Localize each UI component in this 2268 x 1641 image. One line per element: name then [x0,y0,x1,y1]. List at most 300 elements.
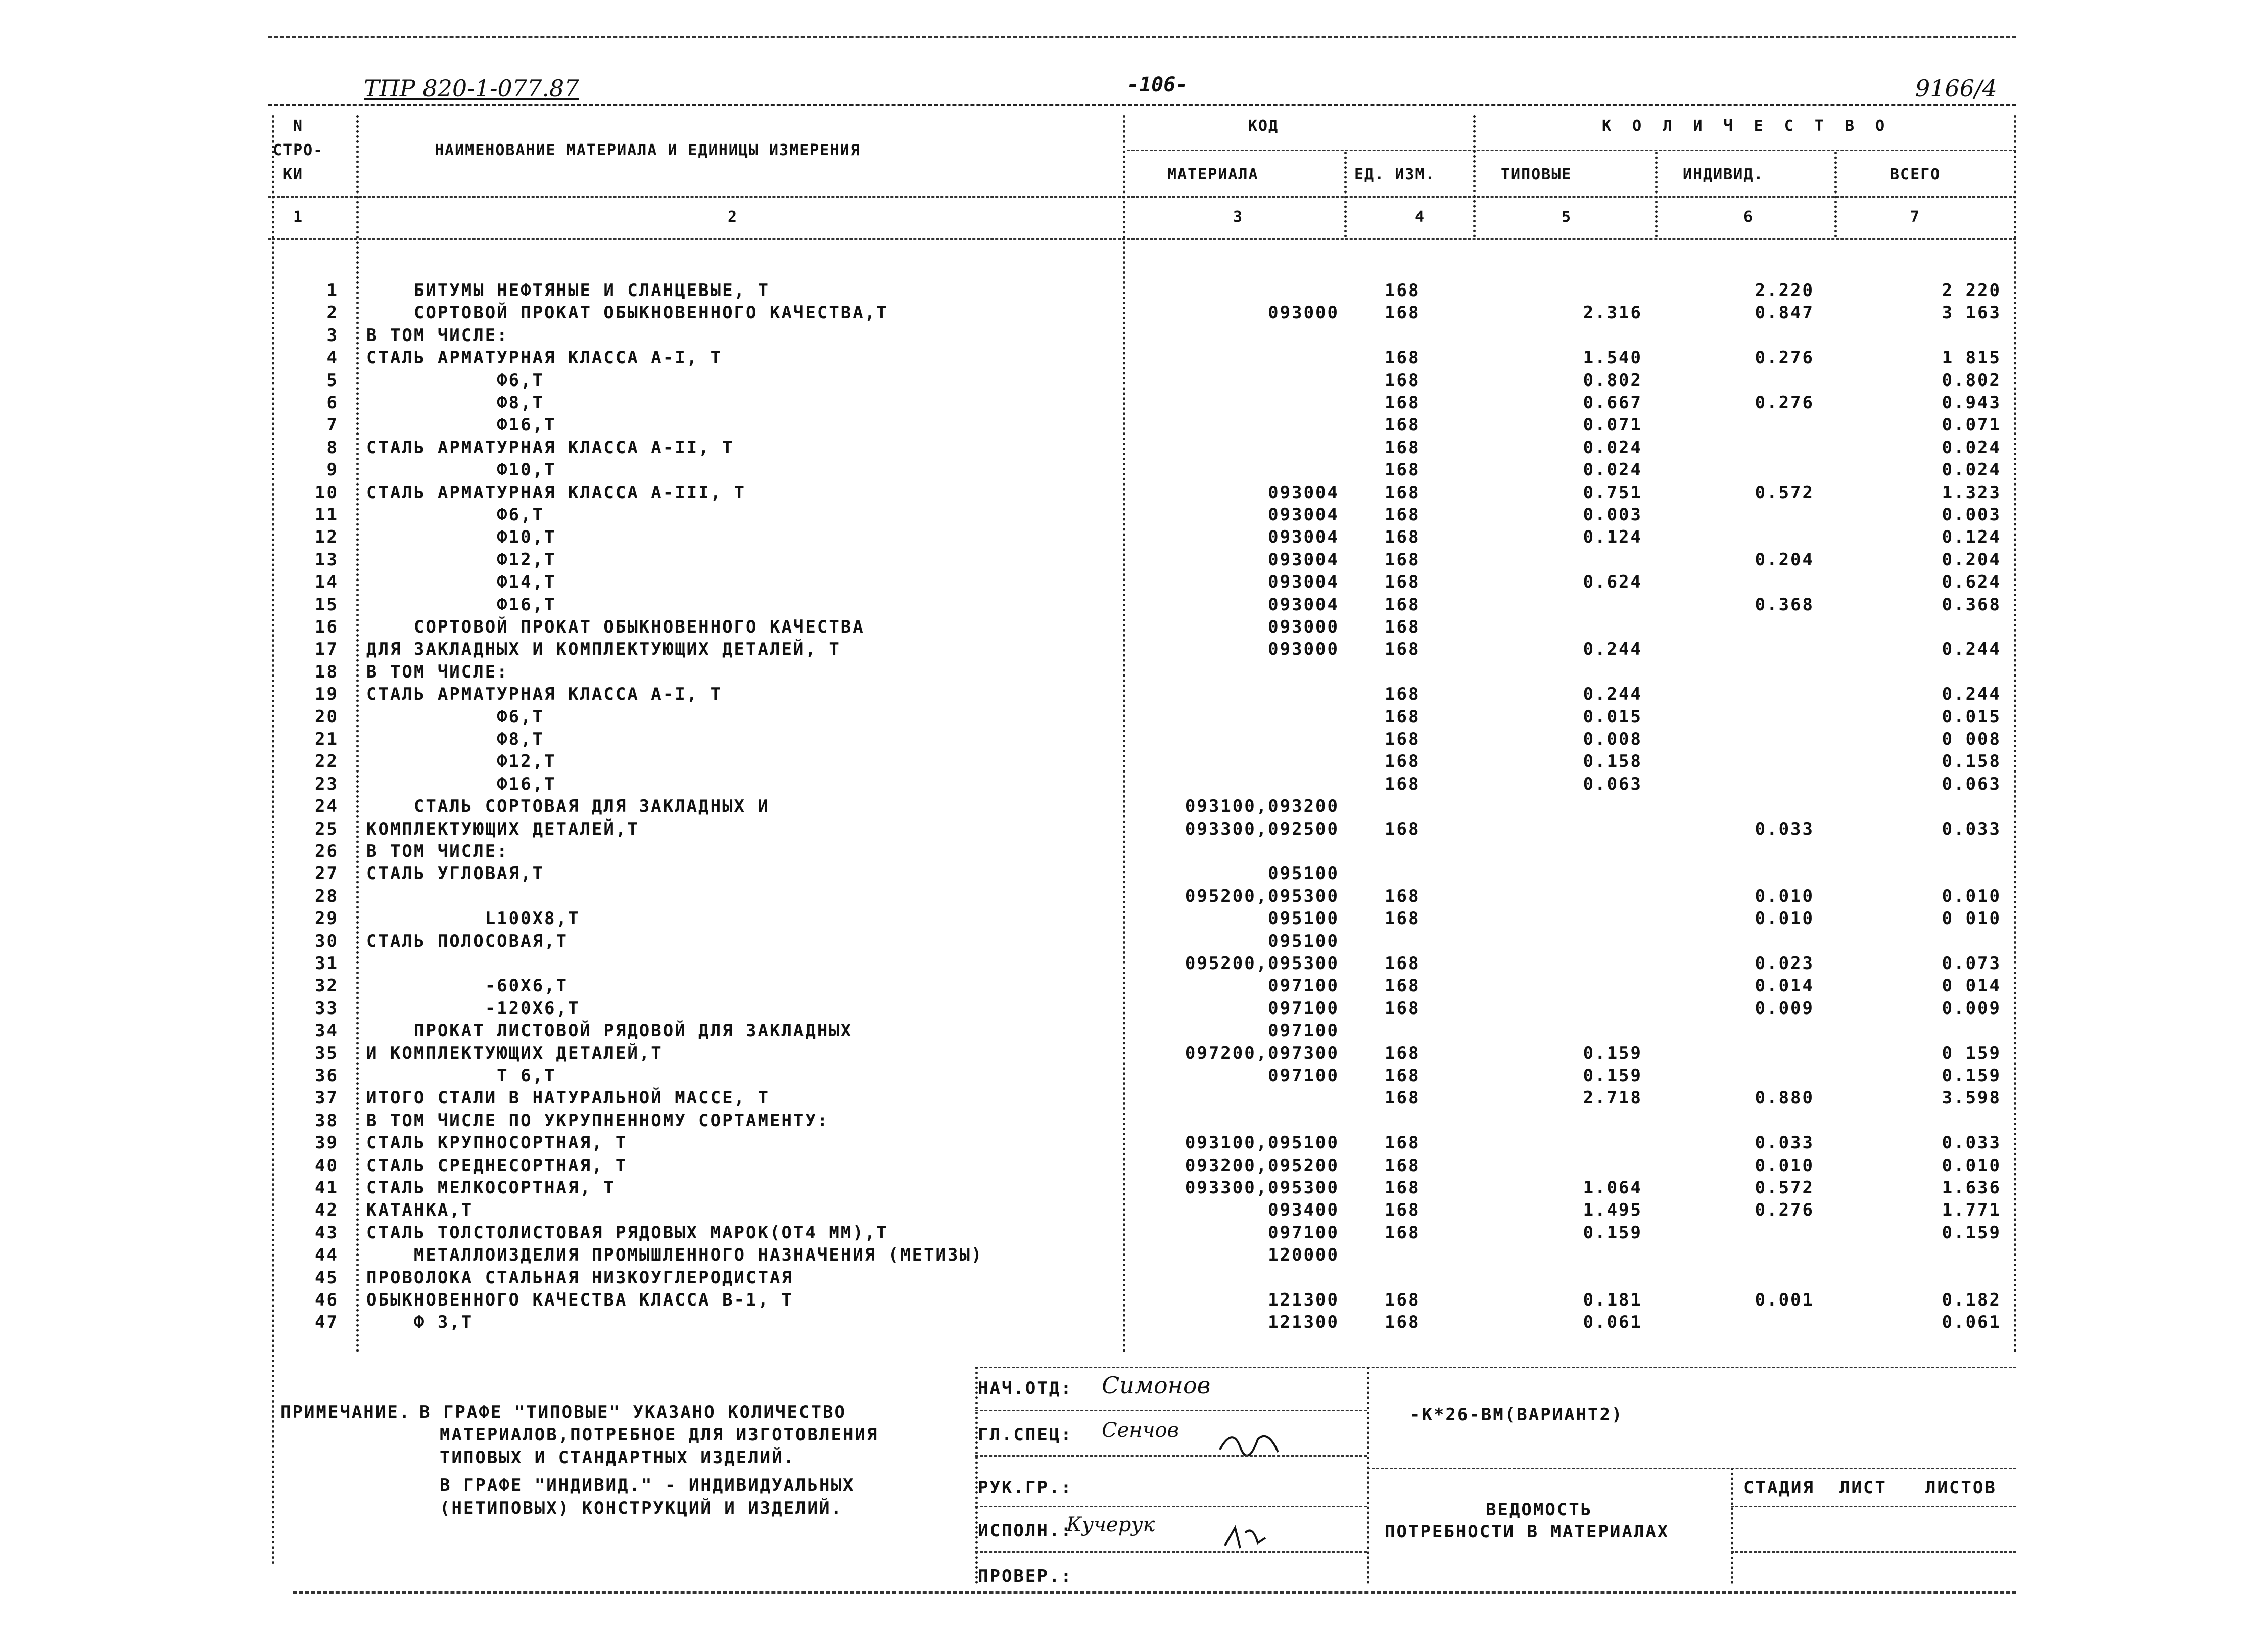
col-total-header: ВСЕГО [1890,166,1941,183]
note-line-4: В ГРАФЕ "ИНДИВИД." - ИНДИВИДУАЛЬНЫХ [440,1475,855,1495]
row-total-qty: 0.158 [1942,751,2001,772]
row-material-name: В ТОМ ЧИСЛЕ: [366,325,509,346]
row-material-code: 095200,095300 [1185,886,1339,906]
bottom-dashed-line [293,1591,2016,1594]
row-number: 7 [326,415,339,436]
row-total-qty: 0.159 [1942,1066,2001,1086]
row-number: 14 [315,572,339,593]
stamp-ruk-gr: РУК.ГР.: [978,1478,1073,1498]
row-material-name: Ф16,Т [366,774,556,794]
row-total-qty: 0.010 [1942,1155,2001,1176]
row-total-qty: 0.124 [1942,527,2001,548]
row-material-name: Ф14,Т [366,572,556,593]
row-typical-qty: 2.718 [1583,1088,1642,1108]
row-number: 32 [315,976,339,996]
row-total-qty: 1.636 [1942,1178,2001,1198]
row-individual-qty: 0.204 [1755,549,1814,570]
row-total-qty: 0.024 [1942,437,2001,458]
row-individual-qty: 0.572 [1755,482,1814,503]
row-unit-code: 168 [1385,639,1421,660]
stamp-prover: ПРОВЕР.: [978,1566,1073,1586]
row-typical-qty: 1.540 [1583,348,1642,368]
row-unit-code: 168 [1385,684,1421,705]
row-total-qty: 0.073 [1942,953,2001,974]
row-total-qty: 0.010 [1942,886,2001,906]
stamp-dash-3 [975,1506,1367,1507]
stamp-stage: СТАДИЯ [1743,1478,1815,1498]
col-index-6: 6 [1743,208,1754,226]
row-unit-code: 168 [1385,998,1421,1019]
row-unit-code: 168 [1385,818,1421,839]
row-typical-qty: 0.024 [1583,460,1642,480]
row-unit-code: 168 [1385,751,1421,772]
row-number: 17 [315,639,339,660]
stamp-nach-otd: НАЧ.ОТД: [978,1378,1073,1398]
row-number: 29 [315,908,339,929]
stamp-mid-border [1367,1367,1369,1584]
row-total-qty: 0.063 [1942,774,2001,794]
row-individual-qty: 0.033 [1755,818,1814,839]
row-number: 1 [326,280,339,301]
row-material-name: В ТОМ ЧИСЛЕ: [366,841,509,861]
row-number: 15 [315,594,339,615]
row-individual-qty: 0.023 [1755,953,1814,974]
row-typical-qty: 0.181 [1583,1290,1642,1310]
stamp-dash-2 [975,1455,1367,1457]
row-unit-code: 168 [1385,729,1421,749]
row-total-qty: 0.009 [1942,998,2001,1019]
row-total-qty: 0.182 [1942,1290,2001,1310]
row-typical-qty: 0.024 [1583,437,1642,458]
row-individual-qty: 0.572 [1755,1178,1814,1198]
row-individual-qty: 0.880 [1755,1088,1814,1108]
stamp-title-line1: ВЕДОМОСТЬ [1486,1500,1593,1520]
row-material-code: 093100,093200 [1185,796,1339,817]
row-material-name: СТАЛЬ УГЛОВАЯ,Т [366,863,545,884]
row-typical-qty: 0.071 [1583,415,1642,436]
row-typical-qty: 0.244 [1583,684,1642,705]
stamp-project-mark: -К*26-ВМ(ВАРИАНТ2) [1410,1405,1624,1425]
row-material-code: 093200,095200 [1185,1155,1339,1176]
row-unit-code: 168 [1385,527,1421,548]
row-individual-qty: 0.010 [1755,908,1814,929]
row-total-qty: 0.003 [1942,505,2001,525]
unit-col-separator [1344,152,1347,237]
row-total-qty: 0 159 [1942,1043,2001,1064]
row-material-code: 121300 [1268,1290,1339,1310]
row-number: 44 [315,1245,339,1266]
row-individual-qty: 0.847 [1755,303,1814,323]
name-col-separator [1123,115,1125,1353]
row-material-name: СТАЛЬ ТОЛСТОЛИСТОВАЯ РЯДОВЫХ МАРОК(ОТ4 ММ),Т [366,1222,888,1243]
row-unit-code: 168 [1385,482,1421,503]
row-individual-qty: 0.276 [1755,348,1814,368]
row-unit-code: 168 [1385,370,1421,391]
row-material-name: КАТАНКА,Т [366,1200,474,1221]
row-number: 25 [315,818,339,839]
row-material-name: СТАЛЬ МЕЛКОСОРТНАЯ, Т [366,1178,616,1198]
col-quantity-header: К О Л И Ч Е С Т В О [1602,117,1891,135]
row-number: 21 [315,729,339,749]
row-individual-qty: 2.220 [1755,280,1814,301]
row-total-qty: 0.024 [1942,460,2001,480]
row-material-name: В ТОМ ЧИСЛЕ: [366,661,509,682]
note-label: ПРИМЕЧАНИЕ. [280,1402,411,1422]
row-number: 6 [326,393,339,413]
row-material-name: СОРТОВОЙ ПРОКАТ ОБЫКНОВЕННОГО КАЧЕСТВА [366,617,865,637]
row-material-name: СТАЛЬ АРМАТУРНАЯ КЛАССА А-I, Т [366,684,723,705]
row-individual-qty: 0.033 [1755,1133,1814,1153]
row-typical-qty: 0.624 [1583,572,1642,593]
row-total-qty: 0 014 [1942,976,2001,996]
row-number: 24 [315,796,339,817]
row-total-qty: 0.071 [1942,415,2001,436]
row-total-qty: 0.802 [1942,370,2001,391]
row-material-code: 097100 [1268,1021,1339,1041]
row-material-name: Ф12,Т [366,751,556,772]
row-total-qty: 0.159 [1942,1222,2001,1243]
row-number: 13 [315,549,339,570]
row-number: 35 [315,1043,339,1064]
row-number: 20 [315,706,339,727]
row-number: 18 [315,661,339,682]
row-material-name: МЕТАЛЛОИЗДЕЛИЯ ПРОМЫШЛЕННОГО НАЗНАЧЕНИЯ (МЕТИЗЫ) [366,1245,983,1266]
row-typical-qty: 2.316 [1583,303,1642,323]
row-typical-qty: 0.802 [1583,370,1642,391]
top-dashed-line [268,36,2016,38]
header-sub-dashes [1127,150,2016,151]
row-individual-qty: 0.014 [1755,976,1814,996]
row-material-name: Ф8,Т [366,393,545,413]
row-number: 19 [315,684,339,705]
row-material-name: Ф16,Т [366,415,556,436]
row-material-code: 095100 [1268,863,1339,884]
col-n-line2: СТРО- [273,141,324,159]
row-material-name: БИТУМЫ НЕФТЯНЫЕ И СЛАНЦЕВЫЕ, Т [366,280,770,301]
row-material-name: СТАЛЬ АРМАТУРНАЯ КЛАССА А-II, Т [366,437,734,458]
right-border-dots [2014,115,2016,1353]
row-number: 9 [326,460,339,480]
row-number: 4 [326,348,339,368]
row-total-qty: 2 220 [1942,280,2001,301]
row-material-name: Ф8,Т [366,729,545,749]
row-material-name: Ф16,Т [366,594,556,615]
col-name-header: НАИМЕНОВАНИЕ МАТЕРИАЛА И ЕДИНИЦЫ ИЗМЕРЕНИЯ [435,141,861,159]
row-material-code: 093000 [1268,639,1339,660]
row-material-name: ИТОГО СТАЛИ В НАТУРАЛЬНОЙ МАССЕ, Т [366,1088,770,1108]
row-material-name: СТАЛЬ АРМАТУРНАЯ КЛАССА А-I, Т [366,348,723,368]
row-total-qty: 0.624 [1942,572,2001,593]
row-unit-code: 168 [1385,594,1421,615]
col-index-5: 5 [1562,208,1572,226]
index-bottom-dashes [268,238,2016,240]
row-number: 22 [315,751,339,772]
signature-mark-icon [1222,1523,1268,1553]
row-material-code: 097100 [1268,1066,1339,1086]
row-material-name: СОРТОВОЙ ПРОКАТ ОБЫКНОВЕННОГО КАЧЕСТВА,Т [366,303,888,323]
row-material-name: СТАЛЬ СОРТОВАЯ ДЛЯ ЗАКЛАДНЫХ И [366,796,770,817]
row-material-name: -120Х6,Т [366,998,580,1019]
doc-code: 9166/4 [1915,75,1997,102]
note-line-5: (НЕТИПОВЫХ) КОНСТРУКЦИЙ И ИЗДЕЛИЙ. [440,1498,843,1518]
row-typical-qty: 0.159 [1583,1222,1642,1243]
row-unit-code: 168 [1385,1043,1421,1064]
row-typical-qty: 0.124 [1583,527,1642,548]
row-number: 42 [315,1200,339,1221]
row-individual-qty: 0.001 [1755,1290,1814,1310]
stamp-dash-right [1367,1468,2016,1469]
row-material-code: 093004 [1268,572,1339,593]
row-total-qty: 0.943 [1942,393,2001,413]
stamp-gl-spec: ГЛ.СПЕЦ: [978,1425,1073,1445]
row-material-name: КОМПЛЕКТУЮЩИХ ДЕТАЛЕЙ,Т [366,818,639,839]
row-material-code: 093100,095100 [1185,1133,1339,1153]
row-unit-code: 168 [1385,953,1421,974]
row-total-qty: 0 008 [1942,729,2001,749]
row-material-name: СТАЛЬ АРМАТУРНАЯ КЛАССА А-III, Т [366,482,746,503]
row-number: 5 [326,370,339,391]
stamp-right-inner-border [1731,1468,1733,1584]
row-typical-qty: 0.158 [1583,751,1642,772]
note-line-3: ТИПОВЫХ И СТАНДАРТНЫХ ИЗДЕЛИЙ. [440,1447,796,1468]
row-unit-code: 168 [1385,886,1421,906]
row-total-qty: 0.368 [1942,594,2001,615]
row-number: 30 [315,931,339,951]
row-unit-code: 168 [1385,572,1421,593]
row-typical-qty: 0.008 [1583,729,1642,749]
signature-scribble-1 [1198,1415,1263,1450]
row-material-name: Ф10,Т [366,527,556,548]
page-number: -106- [1127,73,1188,96]
row-number: 31 [315,953,339,974]
row-total-qty: 1.771 [1942,1200,2001,1221]
row-unit-code: 168 [1385,1222,1421,1243]
row-total-qty: 0.033 [1942,818,2001,839]
row-number: 34 [315,1021,339,1041]
tot-col-separator [1834,152,1837,237]
row-material-code: 093004 [1268,549,1339,570]
signature-mark-icon [1217,1424,1283,1460]
row-number: 40 [315,1155,339,1176]
header-bottom-dashes [268,196,2016,198]
row-material-code: 097100 [1268,998,1339,1019]
row-unit-code: 168 [1385,505,1421,525]
row-material-code: 097200,097300 [1185,1043,1339,1064]
row-material-name: ДЛЯ ЗАКЛАДНЫХ И КОМПЛЕКТУЮЩИХ ДЕТАЛЕЙ, Т [366,639,841,660]
stamp-dash-5 [1731,1506,2016,1507]
row-material-code: 093300,095300 [1185,1178,1339,1198]
row-total-qty: 1.323 [1942,482,2001,503]
stamp-dash-4 [975,1551,1367,1553]
col-index-4: 4 [1415,208,1426,226]
row-typical-qty: 0.244 [1583,639,1642,660]
col-individual-header: ИНДИВИД. [1683,166,1764,183]
row-material-name: СТАЛЬ ПОЛОСОВАЯ,Т [366,931,568,951]
row-unit-code: 168 [1385,1200,1421,1221]
stamp-sheets: ЛИСТОВ [1925,1478,1997,1498]
row-number: 36 [315,1066,339,1086]
stamp-dash-6 [1731,1551,2016,1553]
signature-kucheruk: Кучерук [1066,1513,1155,1536]
row-total-qty: 3.598 [1942,1088,2001,1108]
row-number: 3 [326,325,339,346]
stamp-title-line2: ПОТРЕБНОСТИ В МАТЕРИАЛАХ [1385,1522,1670,1542]
row-material-name: СТАЛЬ СРЕДНЕСОРТНАЯ, Т [366,1155,628,1176]
row-material-code: 093000 [1268,303,1339,323]
row-number: 23 [315,774,339,794]
row-unit-code: 168 [1385,415,1421,436]
row-unit-code: 168 [1385,908,1421,929]
row-typical-qty: 1.064 [1583,1178,1642,1198]
row-material-name: СТАЛЬ КРУПНОСОРТНАЯ, Т [366,1133,628,1153]
row-material-code: 095100 [1268,931,1339,951]
row-unit-code: 168 [1385,437,1421,458]
left-border-dots [272,115,274,1565]
col-index-2: 2 [728,208,738,226]
row-typical-qty: 1.495 [1583,1200,1642,1221]
signature-simonov: Симонов [1102,1372,1211,1399]
row-unit-code: 168 [1385,549,1421,570]
row-total-qty: 0 010 [1942,908,2001,929]
note-line-2: МАТЕРИАЛОВ,ПОТРЕБНОЕ ДЛЯ ИЗГОТОВЛЕНИЯ [440,1425,879,1445]
row-number: 28 [315,886,339,906]
signature-scribble-2 [1203,1513,1248,1543]
row-number: 45 [315,1267,339,1288]
doc-reference: ТПР 820-1-077.87 [364,75,579,102]
row-material-code: 097100 [1268,976,1339,996]
col-index-7: 7 [1910,208,1921,226]
row-unit-code: 168 [1385,460,1421,480]
col-index-3: 3 [1233,208,1244,226]
row-material-name: ОБЫКНОВЕННОГО КАЧЕСТВА КЛАССА В-1, Т [366,1290,793,1310]
row-number: 2 [326,303,339,323]
row-number: 41 [315,1178,339,1198]
row-total-qty: 0.244 [1942,684,2001,705]
signature-senchov: Сенчов [1102,1419,1179,1442]
row-total-qty: 1 815 [1942,348,2001,368]
row-unit-code: 168 [1385,1088,1421,1108]
row-material-name: -60Х6,Т [366,976,568,996]
row-individual-qty: 0.009 [1755,998,1814,1019]
row-number: 12 [315,527,339,548]
row-typical-qty: 0.751 [1583,482,1642,503]
typ-col-separator [1473,115,1476,237]
row-number: 38 [315,1110,339,1131]
row-total-qty: 3 163 [1942,303,2001,323]
row-material-code: 093300,092500 [1185,818,1339,839]
row-total-qty: 0.061 [1942,1312,2001,1333]
stamp-sheet: ЛИСТ [1839,1478,1887,1498]
row-typical-qty: 0.061 [1583,1312,1642,1333]
row-material-name: Ф 3,Т [366,1312,474,1333]
row-material-name: Ф12,Т [366,549,556,570]
row-number: 27 [315,863,339,884]
row-material-name: В ТОМ ЧИСЛЕ ПО УКРУПНЕННОМУ СОРТАМЕНТУ: [366,1110,829,1131]
row-material-code: 095100 [1268,908,1339,929]
row-typical-qty: 0.063 [1583,774,1642,794]
row-material-name: Ф6,Т [366,706,545,727]
row-material-name: И КОМПЛЕКТУЮЩИХ ДЕТАЛЕЙ,Т [366,1043,663,1064]
row-material-name: Ф10,Т [366,460,556,480]
row-unit-code: 168 [1385,1178,1421,1198]
row-number: 33 [315,998,339,1019]
row-unit-code: 168 [1385,976,1421,996]
col-n-line1: N [293,117,304,135]
row-unit-code: 168 [1385,1312,1421,1333]
stamp-top-dashes [975,1367,2016,1368]
col-typical-header: ТИПОВЫЕ [1501,166,1572,183]
row-material-code: 093004 [1268,482,1339,503]
row-unit-code: 168 [1385,348,1421,368]
row-unit-code: 168 [1385,774,1421,794]
row-material-name: ПРОВОЛОКА СТАЛЬНАЯ НИЗКОУГЛЕРОДИСТАЯ [366,1267,793,1288]
row-material-name: Т 6,Т [366,1066,556,1086]
row-material-name: ПРОКАТ ЛИСТОВОЙ РЯДОВОЙ ДЛЯ ЗАКЛАДНЫХ [366,1021,853,1041]
row-material-code: 093004 [1268,505,1339,525]
col-index-1: 1 [293,208,304,226]
row-individual-qty: 0.276 [1755,1200,1814,1221]
row-material-name: Ф6,Т [366,370,545,391]
row-number: 37 [315,1088,339,1108]
col-n-line3: КИ [283,166,304,183]
row-typical-qty: 0.159 [1583,1066,1642,1086]
row-number: 8 [326,437,339,458]
row-unit-code: 168 [1385,1155,1421,1176]
row-material-name: Ф6,Т [366,505,545,525]
ind-col-separator [1655,152,1658,237]
row-number: 46 [315,1290,339,1310]
row-unit-code: 168 [1385,617,1421,637]
row-total-qty: 0.244 [1942,639,2001,660]
row-material-code: 093004 [1268,527,1339,548]
row-material-code: 121300 [1268,1312,1339,1333]
row-number: 43 [315,1222,339,1243]
row-typical-qty: 0.015 [1583,706,1642,727]
note-line-1: В ГРАФЕ "ТИПОВЫЕ" УКАЗАНО КОЛИЧЕСТВО [419,1402,846,1422]
stamp-ispoln: ИСПОЛН.: [978,1521,1073,1541]
row-individual-qty: 0.010 [1755,1155,1814,1176]
row-typical-qty: 0.667 [1583,393,1642,413]
row-material-code: 093400 [1268,1200,1339,1221]
row-unit-code: 168 [1385,303,1421,323]
row-material-code: 095200,095300 [1185,953,1339,974]
row-unit-code: 168 [1385,1066,1421,1086]
row-material-code: 097100 [1268,1222,1339,1243]
row-unit-code: 168 [1385,280,1421,301]
row-material-name: L100Х8,Т [366,908,580,929]
row-material-code: 093004 [1268,594,1339,615]
row-total-qty: 0.204 [1942,549,2001,570]
row-number: 26 [315,841,339,861]
row-unit-code: 168 [1385,1133,1421,1153]
header-underline [268,104,2016,106]
row-unit-code: 168 [1385,1290,1421,1310]
col-code-header: КОД [1248,117,1279,135]
row-material-code: 093000 [1268,617,1339,637]
row-typical-qty: 0.003 [1583,505,1642,525]
row-unit-code: 168 [1385,393,1421,413]
row-total-qty: 0.015 [1942,706,2001,727]
col-unit-header: ЕД. ИЗМ. [1354,166,1436,183]
row-individual-qty: 0.276 [1755,393,1814,413]
row-individual-qty: 0.368 [1755,594,1814,615]
row-unit-code: 168 [1385,706,1421,727]
row-number: 39 [315,1133,339,1153]
n-col-separator [356,115,359,1353]
row-number: 11 [315,505,339,525]
col-material-header: МАТЕРИАЛА [1167,166,1259,183]
row-total-qty: 0.033 [1942,1133,2001,1153]
